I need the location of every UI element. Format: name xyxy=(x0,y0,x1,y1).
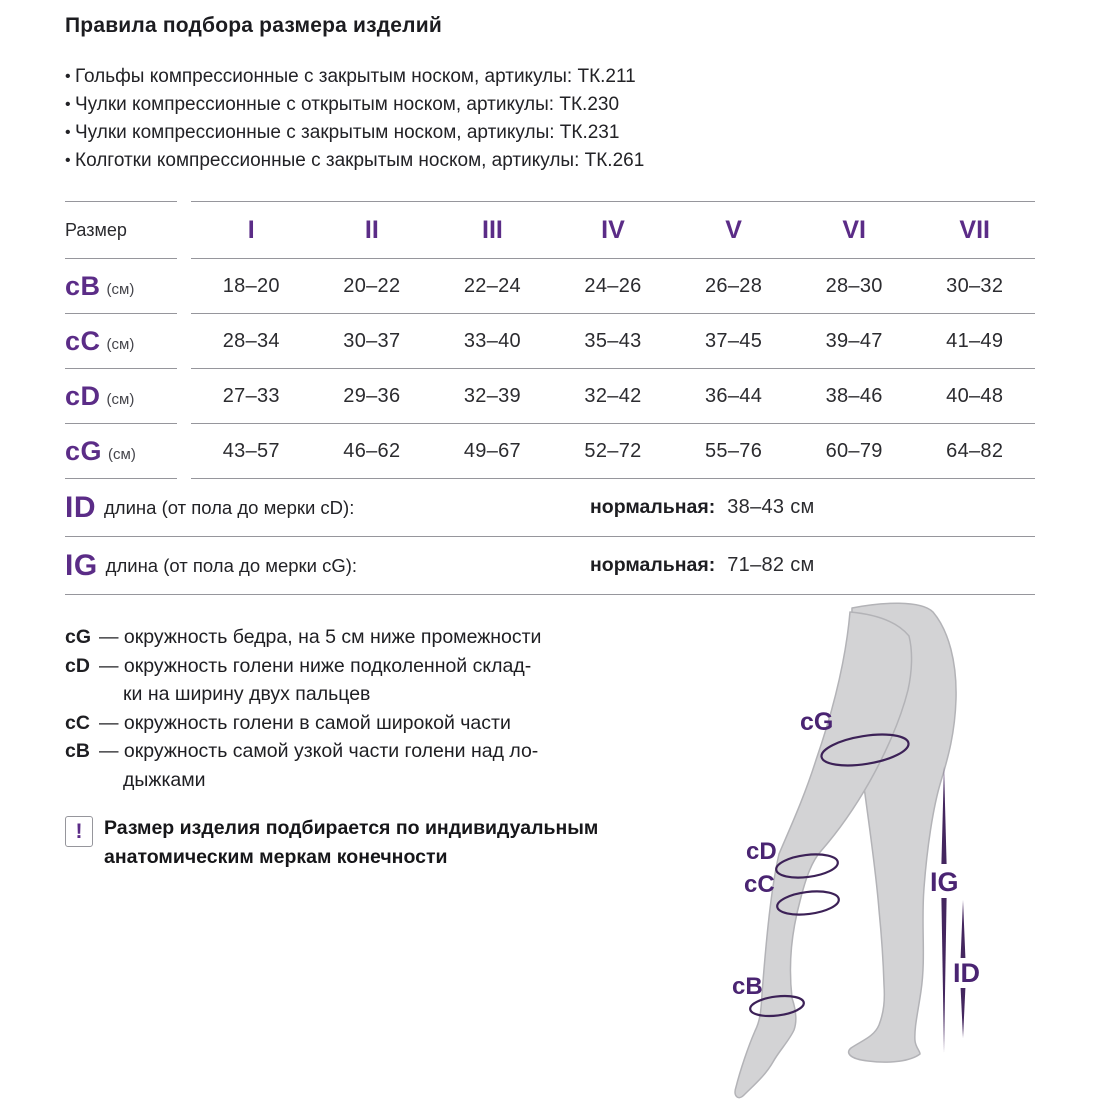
cD-label: cD xyxy=(746,838,777,865)
table-cell: 37–45 xyxy=(705,329,763,352)
table-cell: 41–49 xyxy=(946,329,1004,352)
size-table xyxy=(65,201,1035,595)
length-row-IG xyxy=(65,537,1035,595)
definition-line: cG — окружность бедра, на 5 см ниже промежности xyxy=(65,626,542,648)
param-label: IG xyxy=(65,548,98,582)
definition-line: cB — окружность самой узкой части голени над ло- xyxy=(65,740,539,762)
list-item xyxy=(65,63,1035,91)
ID-arrow-line xyxy=(961,900,966,958)
definition-line: cD — окружность голени ниже подколенной склад- xyxy=(65,654,532,677)
column-header: I xyxy=(247,215,255,244)
bullet-icon: • xyxy=(65,152,71,169)
ID-label: ID xyxy=(953,958,980,988)
length-desc: длина (от пола до мерки cD): xyxy=(104,496,355,518)
table-cell: 28–30 xyxy=(825,274,883,297)
table-cell: 24–26 xyxy=(584,274,642,297)
bullet-icon: • xyxy=(65,96,71,113)
table-cell: 20–22 xyxy=(343,274,401,297)
product-text: Чулки компрессионные с открытым носком, артикулы: ТК.230 xyxy=(75,94,620,115)
param-label: cB xyxy=(65,270,101,301)
param-label: cD xyxy=(65,380,101,411)
table-row-cG xyxy=(65,424,1035,479)
column-header: II xyxy=(364,215,379,244)
definitions-list xyxy=(65,623,730,794)
table-cell: 35–43 xyxy=(584,329,642,352)
list-item xyxy=(65,91,1035,119)
table-cell: 55–76 xyxy=(705,439,763,462)
row-values xyxy=(191,369,1035,424)
table-cell: 36–44 xyxy=(705,384,763,407)
table-cell: 64–82 xyxy=(946,439,1004,462)
definition-line: дыжками xyxy=(123,768,206,791)
product-text: Гольфы компрессионные с закрытым носком, артикулы: ТК.211 xyxy=(75,66,636,87)
column-header: V xyxy=(725,215,742,244)
product-text: Колготки компрессионные с закрытым носком, артикулы: ТК.261 xyxy=(75,150,645,171)
table-cell: 22–24 xyxy=(463,274,521,297)
product-text: Чулки компрессионные с закрытым носком, артикулы: ТК.231 xyxy=(75,122,620,143)
table-row-cB xyxy=(65,259,1035,314)
length-row-ID xyxy=(65,479,1035,537)
IG-arrow-line xyxy=(941,766,946,864)
ID-arrow-line xyxy=(961,988,966,1038)
table-cell: 30–32 xyxy=(946,274,1004,297)
param-label: cG xyxy=(65,435,103,466)
definition-line: ки на ширину двух пальцев xyxy=(123,683,371,705)
row-values xyxy=(191,424,1035,479)
table-cell: 40–48 xyxy=(946,384,1004,407)
size-columns xyxy=(191,201,1035,259)
warning-note xyxy=(65,814,725,871)
table-cell: 26–28 xyxy=(705,274,763,297)
table-cell: 28–34 xyxy=(222,329,280,352)
table-header-row xyxy=(65,201,1035,259)
bullet-icon: • xyxy=(65,124,71,141)
column-header: VI xyxy=(842,215,866,244)
IG-arrow-line xyxy=(941,898,946,1053)
table-cell: 46–62 xyxy=(343,439,401,462)
unit-label: (см) xyxy=(108,445,136,463)
norm-value: 71–82 см xyxy=(727,554,815,576)
size-header-label: Размер xyxy=(65,219,127,240)
unit-label: (см) xyxy=(106,280,135,298)
row-label-cell xyxy=(65,369,177,424)
table-cell: 32–42 xyxy=(584,384,642,407)
page-title: Правила подбора размера изделий xyxy=(65,14,442,37)
table-cell: 43–57 xyxy=(222,439,280,462)
table-cell: 49–67 xyxy=(463,439,521,462)
table-cell: 27–33 xyxy=(222,384,280,407)
table-cell: 29–36 xyxy=(343,384,401,407)
table-cell: 33–40 xyxy=(463,329,521,352)
leg-measurement-figure xyxy=(700,600,1060,1100)
row-values xyxy=(191,259,1035,314)
row-label-cell xyxy=(65,424,177,479)
unit-label: (см) xyxy=(106,390,135,408)
table-cell: 38–46 xyxy=(825,384,883,407)
table-cell: 60–79 xyxy=(825,439,883,462)
cB-label: cB xyxy=(732,973,763,1000)
unit-label: (см) xyxy=(106,335,135,353)
norm-label: нормальная: xyxy=(590,554,716,576)
list-item xyxy=(65,119,1035,147)
row-label-cell xyxy=(65,314,177,369)
exclamation-icon: ! xyxy=(65,816,93,847)
table-cell: 18–20 xyxy=(222,274,280,297)
column-header: IV xyxy=(601,215,625,244)
column-header: VII xyxy=(959,215,990,244)
product-list xyxy=(65,63,1035,175)
column-header: III xyxy=(482,215,503,244)
size-header-cell xyxy=(65,201,177,259)
IG-label: IG xyxy=(930,867,959,897)
table-cell: 30–37 xyxy=(343,329,401,352)
norm-value: 38–43 см xyxy=(727,496,815,518)
cC-label: cC xyxy=(744,871,775,898)
row-label-cell xyxy=(65,259,177,314)
table-cell: 39–47 xyxy=(825,329,883,352)
cG-label: cG xyxy=(800,708,834,736)
param-label: ID xyxy=(65,490,96,524)
list-item xyxy=(65,147,1035,175)
table-row-cC xyxy=(65,314,1035,369)
definition-line: cC — окружность голени в самой широкой части xyxy=(65,711,511,734)
norm-label: нормальная: xyxy=(590,496,716,518)
row-values xyxy=(191,314,1035,369)
param-label: cC xyxy=(65,325,101,356)
warning-text: Размер изделия подбирается по индивидуальным анатомическим меркам конечности xyxy=(104,817,599,868)
bullet-icon: • xyxy=(65,68,71,85)
table-cell: 32–39 xyxy=(463,384,521,407)
table-row-cD xyxy=(65,369,1035,424)
length-desc: длина (от пола до мерки cG): xyxy=(105,554,358,576)
table-cell: 52–72 xyxy=(584,439,642,462)
